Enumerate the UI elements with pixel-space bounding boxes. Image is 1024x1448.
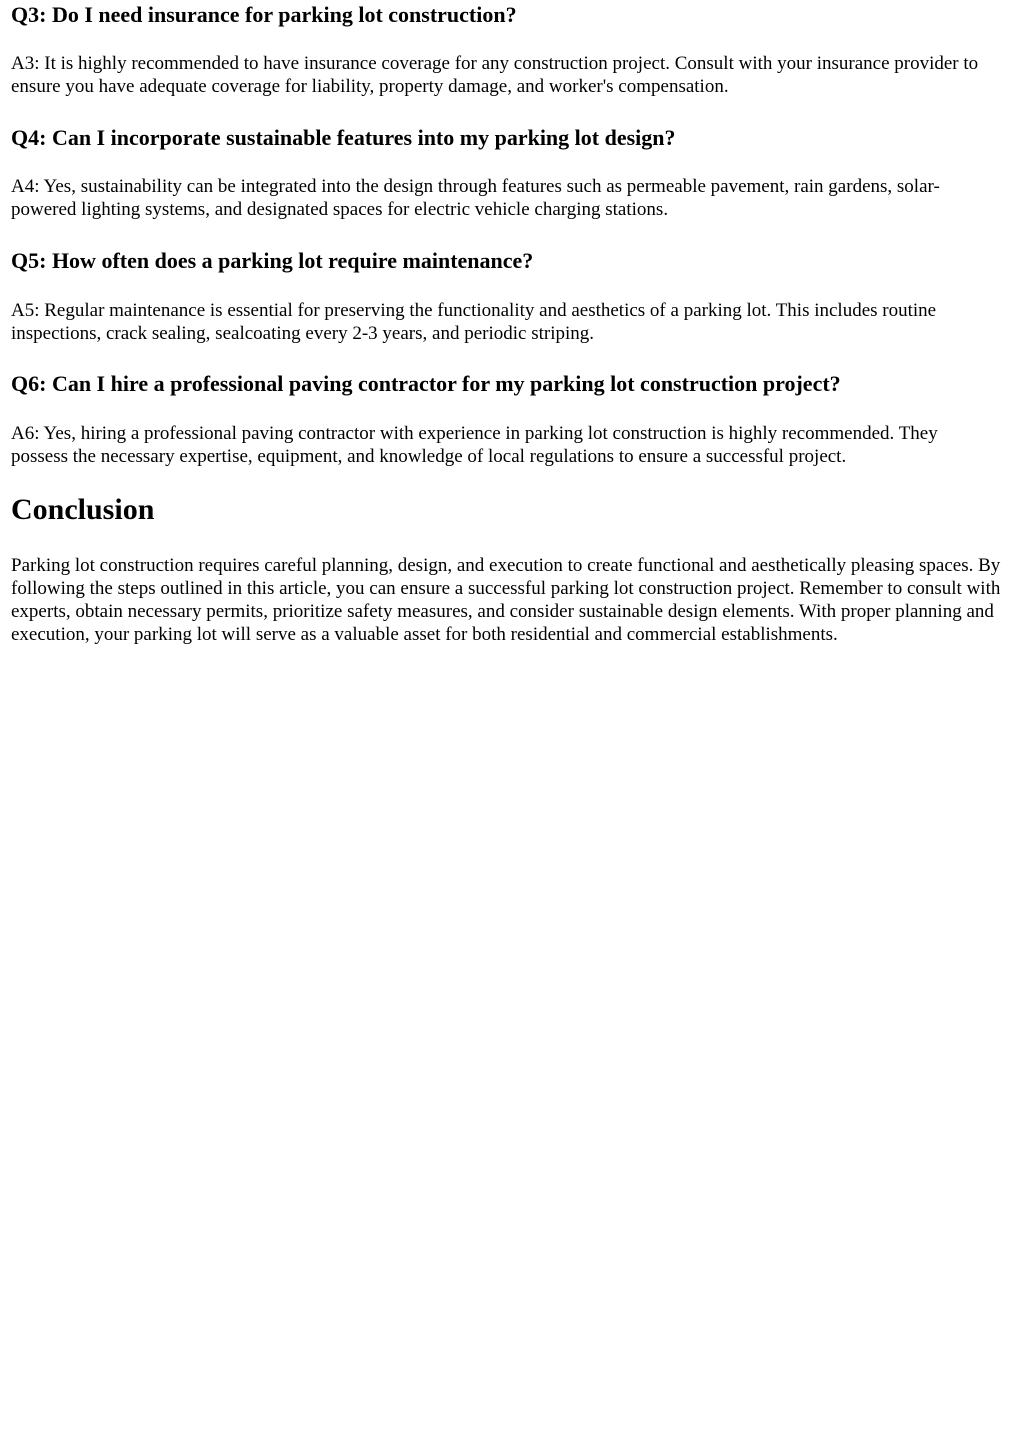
faq-question-6: Q6: Can I hire a professional paving contractor for my parking lot construction project?	[11, 371, 841, 396]
faq-question-4: Q4: Can I incorporate sustainable features into my parking lot design?	[11, 125, 676, 150]
faq-answer-4: A4: Yes, sustainability can be integrated into the design through features such as permeable pavement, rain gardens, solar-powered lighting systems, and designated spaces for electric vehicle charging stations.	[11, 176, 940, 220]
faq-answer-5: A5: Regular maintenance is essential for preserving the functionality and aesthetics of a parking lot. This includes routine inspections, crack sealing, sealcoating every 2-3 years, and periodic striping.	[11, 300, 937, 344]
faq-answer-3: A3: It is highly recommended to have insurance coverage for any construction project. Consult with your insurance provider to ensure you have adequate coverage for liability, property damage, and worker's compensation.	[11, 53, 979, 97]
faq-question-5: Q5: How often does a parking lot require maintenance?	[11, 248, 534, 273]
faq-question-3: Q3: Do I need insurance for parking lot construction?	[11, 2, 517, 27]
conclusion-heading: Conclusion	[11, 493, 155, 526]
faq-answer-6: A6: Yes, hiring a professional paving contractor with experience in parking lot construction is highly recommended. They possess the necessary expertise, equipment, and knowledge of local regulations to ensure a successful project.	[11, 423, 938, 467]
conclusion-paragraph: Parking lot construction requires careful planning, design, and execution to create functional and aesthetically pleasing spaces. By following the steps outlined in this article, you can ensure a successful parking lot construction project. Remember to consult with experts, obtain necessary permits, prioritize safety measures, and consider sustainable design elements. With proper planning and execution, your parking lot will serve as a valuable asset for both residential and commercial establishments.	[11, 555, 1001, 645]
